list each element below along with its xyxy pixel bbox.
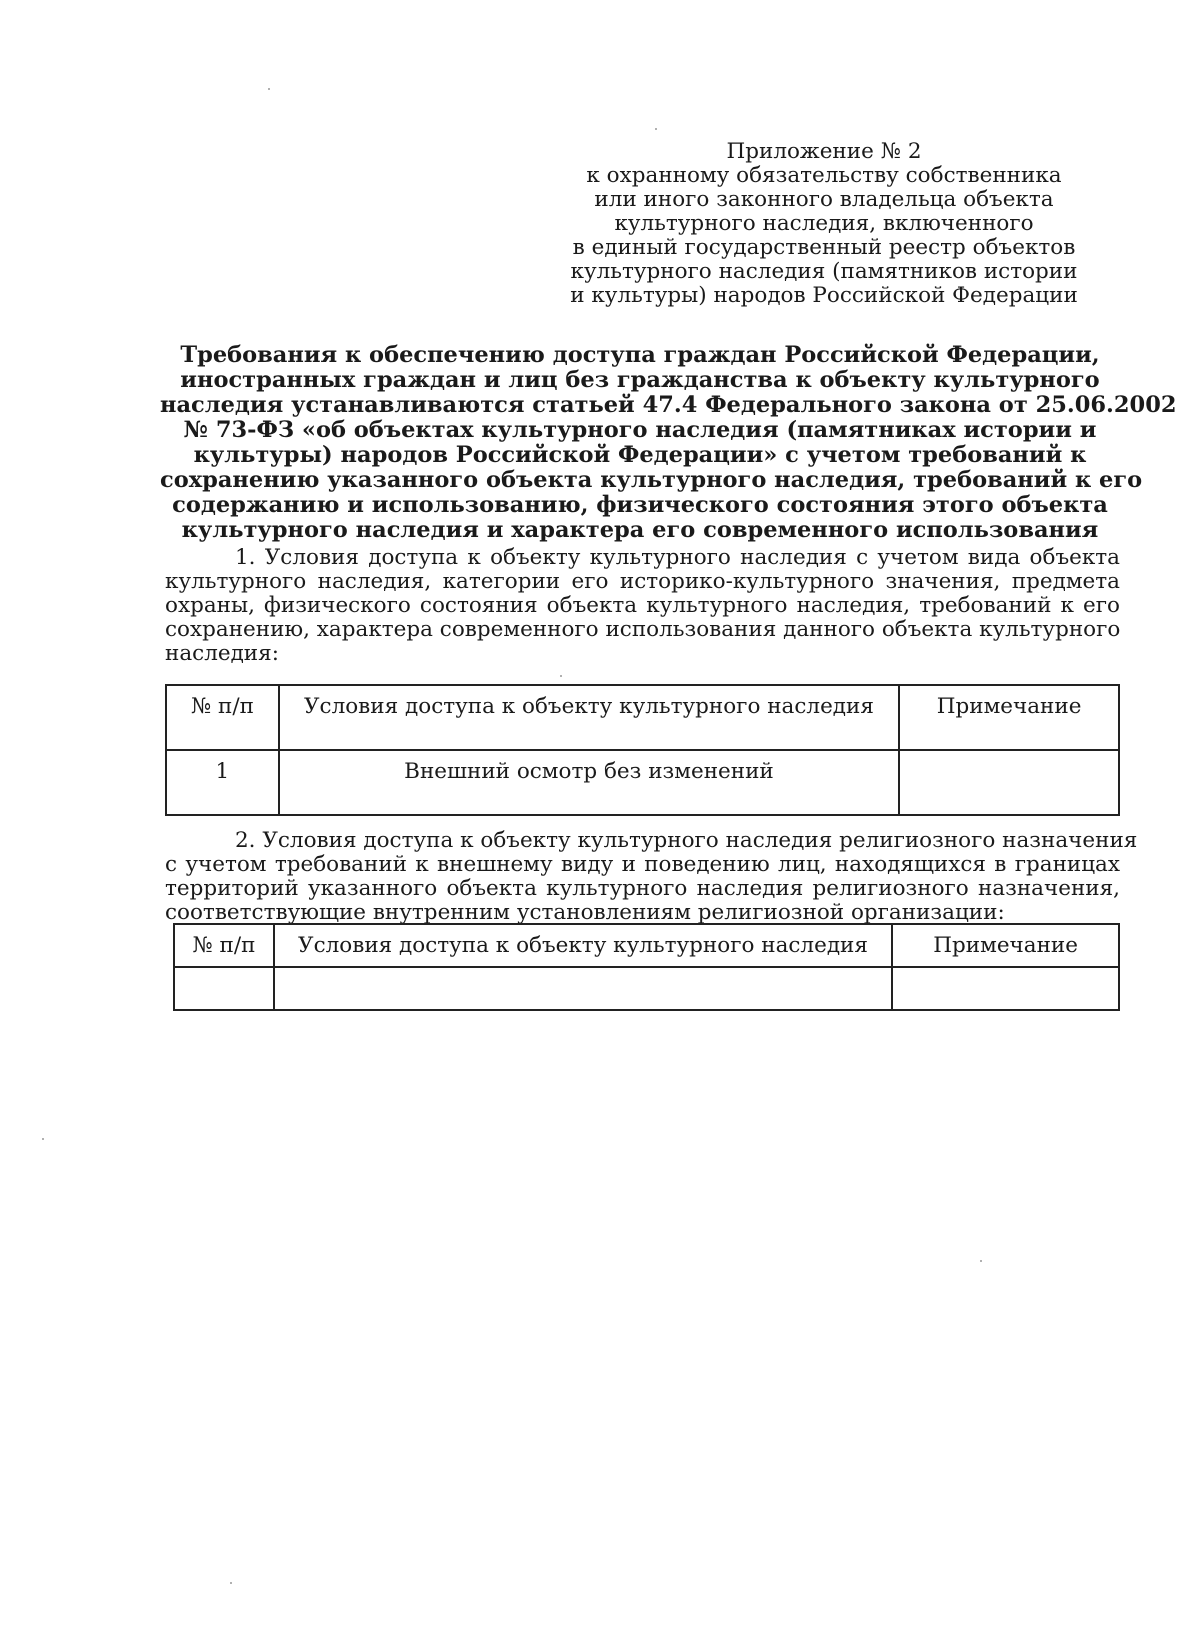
header-note: Примечание (892, 924, 1119, 967)
cell-number: 1 (166, 750, 279, 815)
appendix-line: к охранному обязательству собственника (586, 163, 1062, 188)
scan-speck (655, 128, 657, 130)
cell-conditions: Внешний осмотр без изменений (279, 750, 899, 815)
appendix-number: Приложение № 2 (726, 139, 922, 164)
paragraph-line: с учетом требований к внешнему виду и поведению лиц, находящихся в границах (165, 852, 1120, 877)
appendix-header (568, 140, 1080, 308)
paragraph-line: 2. Условия доступа к объекту культурного наследия религиозного назначения (235, 828, 1138, 853)
title-line: наследия устанавливаются статьей 47.4 Федерального закона от 25.06.2002 (160, 392, 1177, 418)
title-line: культурного наследия и характера его современного использования (181, 517, 1099, 543)
paragraph-line: соответствующие внутренним установлениям религиозной организации: (165, 900, 1005, 925)
table-row (166, 750, 1119, 815)
scan-speck (268, 88, 270, 90)
paragraph-line: 1. Условия доступа к объекту культурного наследия с учетом вида объекта (235, 545, 1120, 570)
header-conditions: Условия доступа к объекту культурного наследия (279, 685, 899, 750)
title-line: сохранению указанного объекта культурного наследия, требований к его (160, 467, 1143, 493)
paragraph-line: охраны, физического состояния объекта культурного наследия, требований к его (165, 593, 1120, 618)
cell-note (899, 750, 1119, 815)
header-number: № п/п (166, 685, 279, 750)
table-row (174, 967, 1119, 1010)
header-note: Примечание (899, 685, 1119, 750)
scan-speck (980, 1260, 982, 1262)
appendix-line: культурного наследия, включенного (614, 211, 1034, 236)
appendix-line: культурного наследия (памятников истории (570, 259, 1078, 284)
appendix-line: и культуры) народов Российской Федерации (570, 283, 1078, 308)
scan-speck (560, 675, 562, 677)
title-line: иностранных граждан и лиц без гражданства к объекту культурного (180, 367, 1100, 393)
section-1-paragraph (165, 546, 1120, 666)
title-line: культуры) народов Российской Федерации» с учетом требований к (193, 442, 1087, 468)
paragraph-line: территорий указанного объекта культурного наследия религиозного назначения, (165, 876, 1120, 901)
access-conditions-table (165, 684, 1120, 816)
table-header-row (174, 924, 1119, 967)
cell-conditions (274, 967, 892, 1010)
paragraph-line: сохранению, характера современного использования данного объекта культурного (165, 617, 1121, 642)
religious-access-table (173, 923, 1120, 1011)
header-number: № п/п (174, 924, 274, 967)
scan-speck (42, 1138, 44, 1140)
cell-number (174, 967, 274, 1010)
title-line: № 73-ФЗ «об объектах культурного наследия (памятниках истории и (183, 417, 1097, 443)
title-line: содержанию и использованию, физического состояния этого объекта (172, 492, 1108, 518)
title-line: Требования к обеспечению доступа граждан Российской Федерации, (180, 342, 1100, 368)
header-conditions: Условия доступа к объекту культурного наследия (274, 924, 892, 967)
paragraph-line: наследия: (165, 641, 279, 666)
table-header-row (166, 685, 1119, 750)
appendix-line: в единый государственный реестр объектов (572, 235, 1076, 260)
scan-speck (230, 1582, 232, 1584)
appendix-line: или иного законного владельца объекта (594, 187, 1054, 212)
paragraph-line: культурного наследия, категории его историко-культурного значения, предмета (165, 569, 1120, 594)
document-title (160, 342, 1177, 543)
cell-note (892, 967, 1119, 1010)
section-2-paragraph (165, 828, 1138, 925)
